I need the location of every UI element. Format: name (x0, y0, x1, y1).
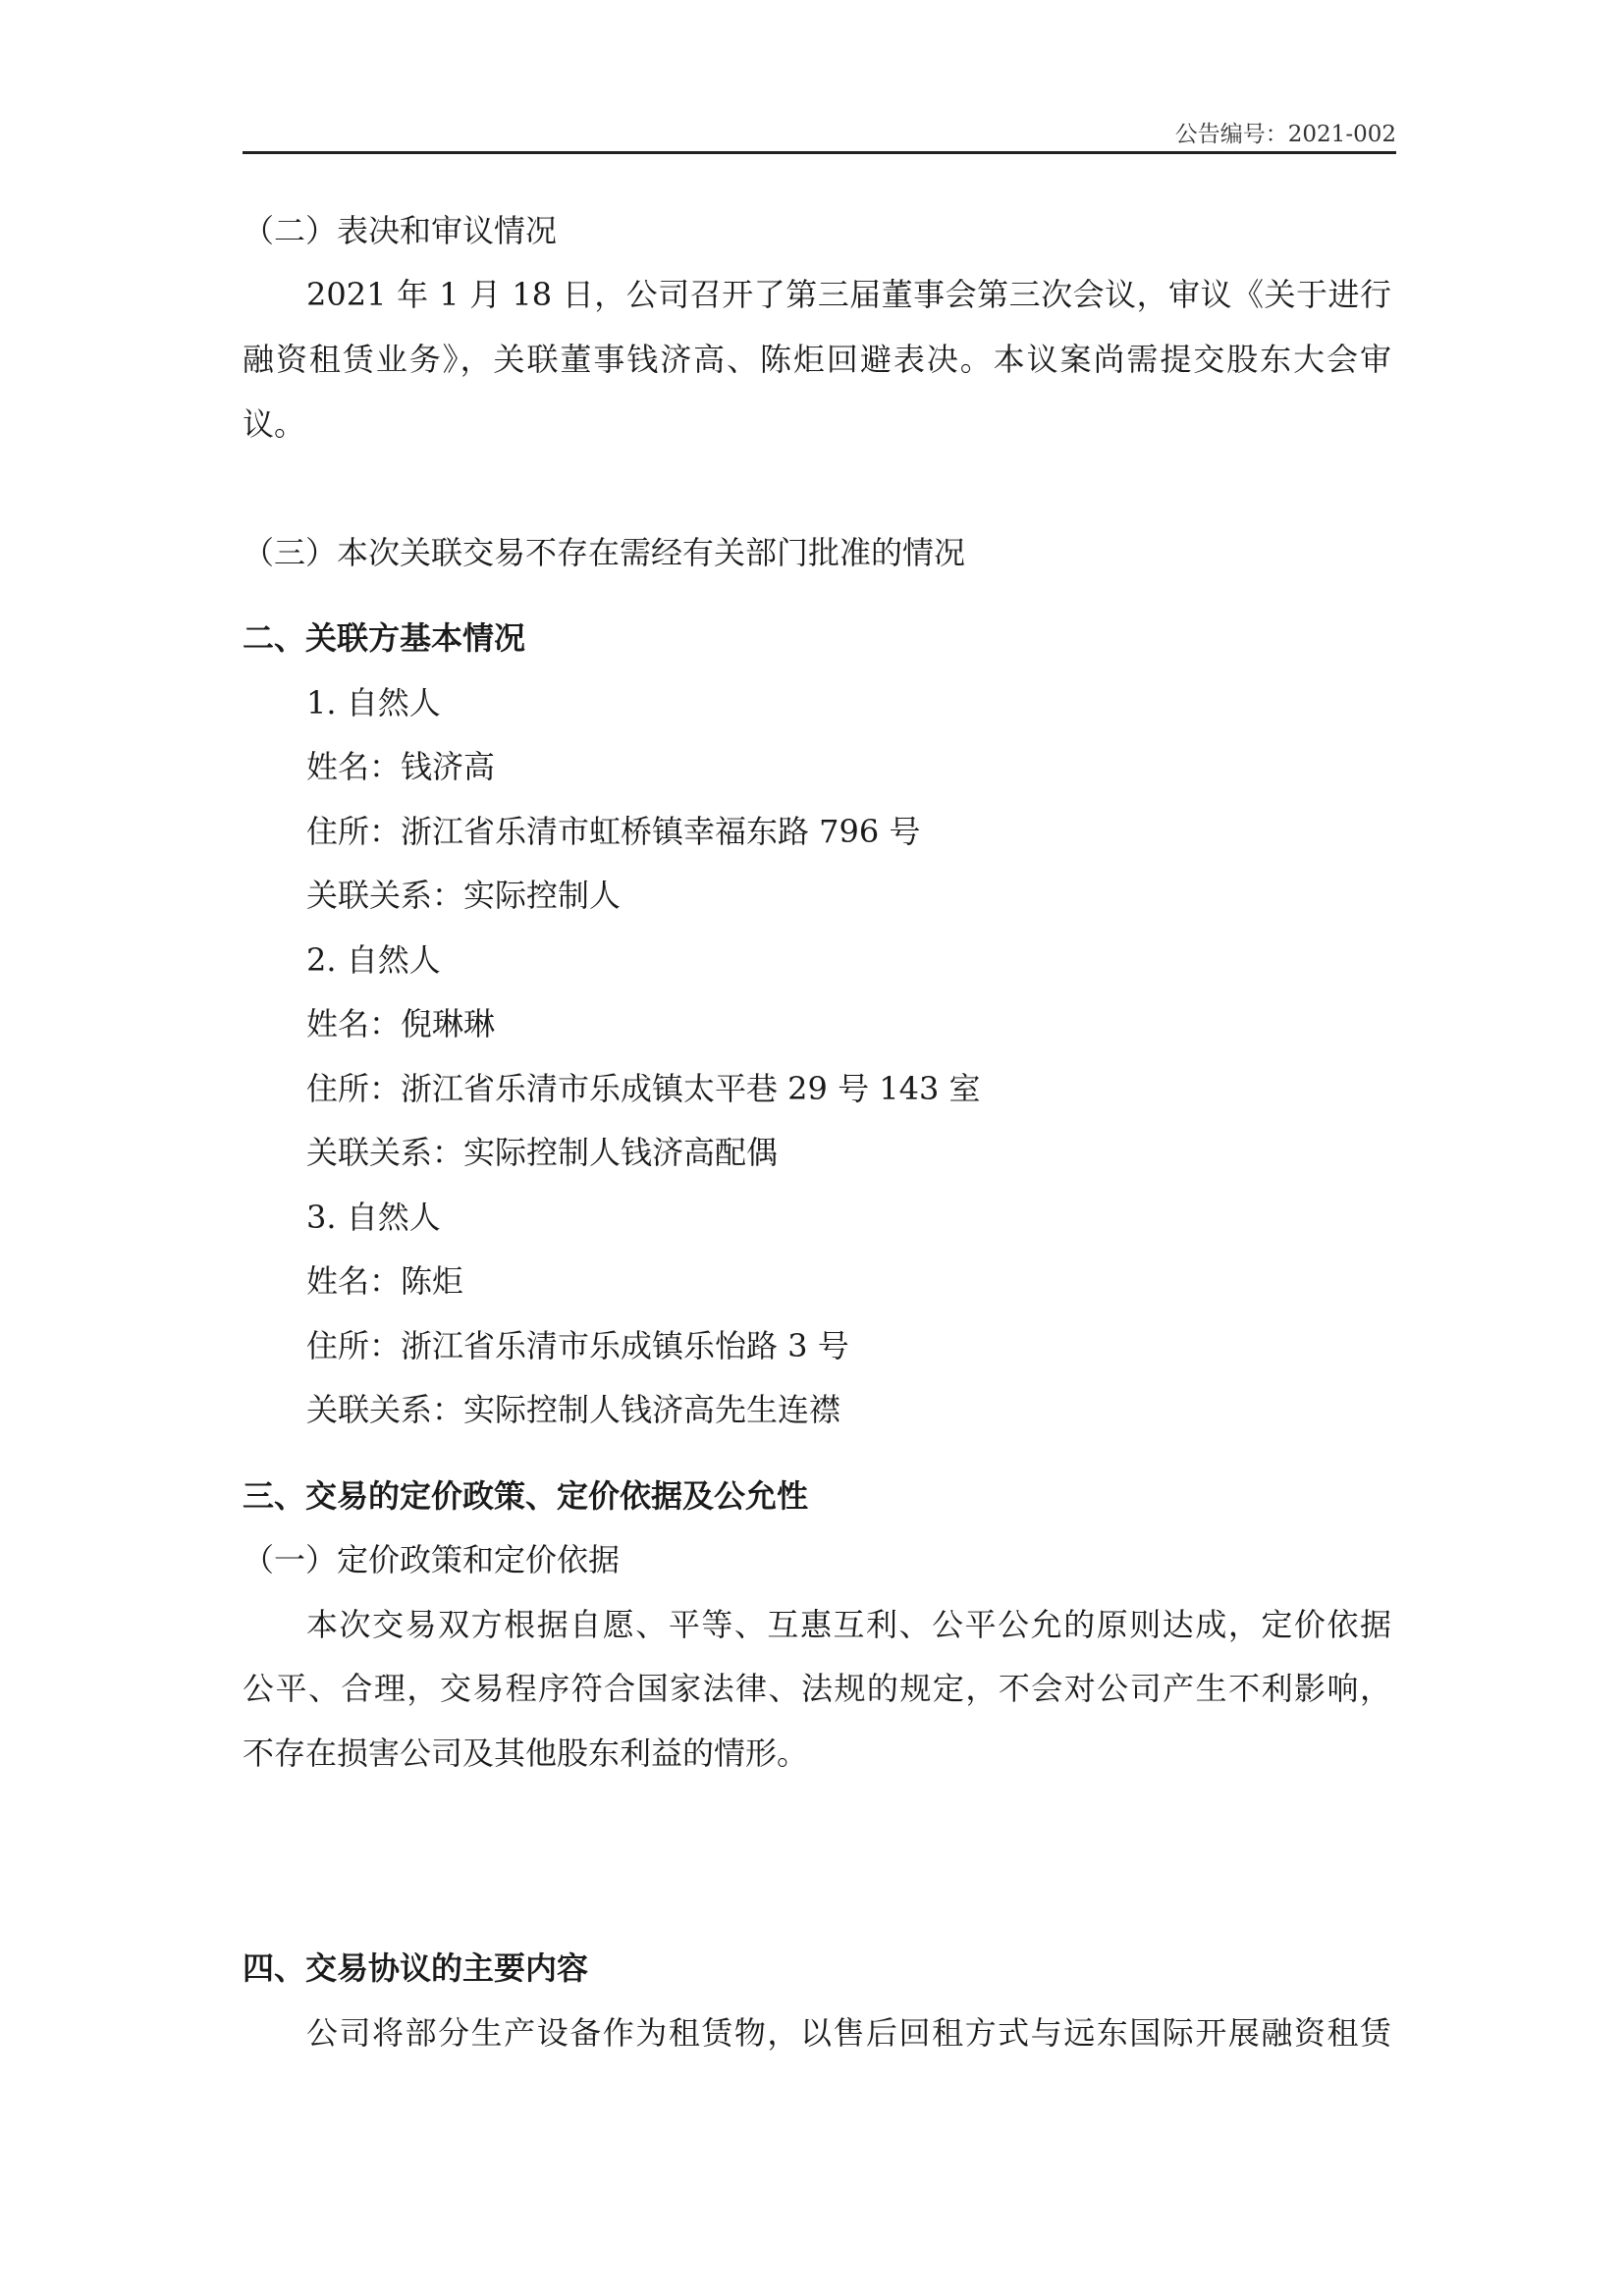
agreement-para-line-1: 公司将部分生产设备作为租赁物，以售后回租方式与远东国际开展融资租赁 (306, 2014, 1391, 2052)
person-3-type: 3. 自然人 (306, 1199, 441, 1236)
person-3-name: 姓名：陈炬 (306, 1262, 464, 1300)
agreement-heading: 四、交易协议的主要内容 (243, 1949, 589, 1987)
pricing-heading: 三、交易的定价政策、定价依据及公允性 (243, 1477, 809, 1515)
voting-review-heading: （二）表决和审议情况 (243, 212, 558, 249)
announcement-number: 公告编号：2021-002 (1174, 122, 1396, 147)
person-3-relation: 关联关系：实际控制人钱济高先生连襟 (306, 1391, 841, 1428)
person-2-address: 住所：浙江省乐清市乐成镇太平巷 29 号 143 室 (306, 1070, 981, 1107)
pricing-para-line-2: 公平、合理，交易程序符合国家法律、法规的规定，不会对公司产生不利影响， (243, 1670, 1391, 1707)
approval-heading: （三）本次关联交易不存在需经有关部门批准的情况 (243, 534, 966, 571)
person-1-address: 住所：浙江省乐清市虹桥镇幸福东路 796 号 (306, 813, 921, 850)
voting-review-para-line-1: 2021 年 1 月 18 日，公司召开了第三届董事会第三次会议，审议《关于进行 (306, 276, 1391, 313)
pricing-sub-heading: （一）定价政策和定价依据 (243, 1541, 621, 1578)
person-2-relation: 关联关系：实际控制人钱济高配偶 (306, 1134, 779, 1171)
person-3-address: 住所：浙江省乐清市乐成镇乐怡路 3 号 (306, 1327, 849, 1364)
person-2-type: 2. 自然人 (306, 941, 441, 979)
voting-review-para-line-2: 融资租赁业务》，关联董事钱济高、陈炬回避表决。本议案尚需提交股东大会审 (243, 341, 1391, 378)
header-rule (243, 151, 1396, 154)
pricing-para-line-1: 本次交易双方根据自愿、平等、互惠互利、公平公允的原则达成，定价依据 (306, 1606, 1391, 1643)
person-2-name: 姓名：倪琳琳 (306, 1005, 496, 1042)
person-1-relation: 关联关系：实际控制人 (306, 877, 622, 914)
voting-review-para-line-3: 议。 (243, 405, 306, 443)
pricing-para-line-3: 不存在损害公司及其他股东利益的情形。 (243, 1735, 809, 1772)
person-1-type: 1. 自然人 (306, 684, 441, 721)
related-parties-heading: 二、关联方基本情况 (243, 619, 526, 657)
person-1-name: 姓名：钱济高 (306, 748, 496, 785)
